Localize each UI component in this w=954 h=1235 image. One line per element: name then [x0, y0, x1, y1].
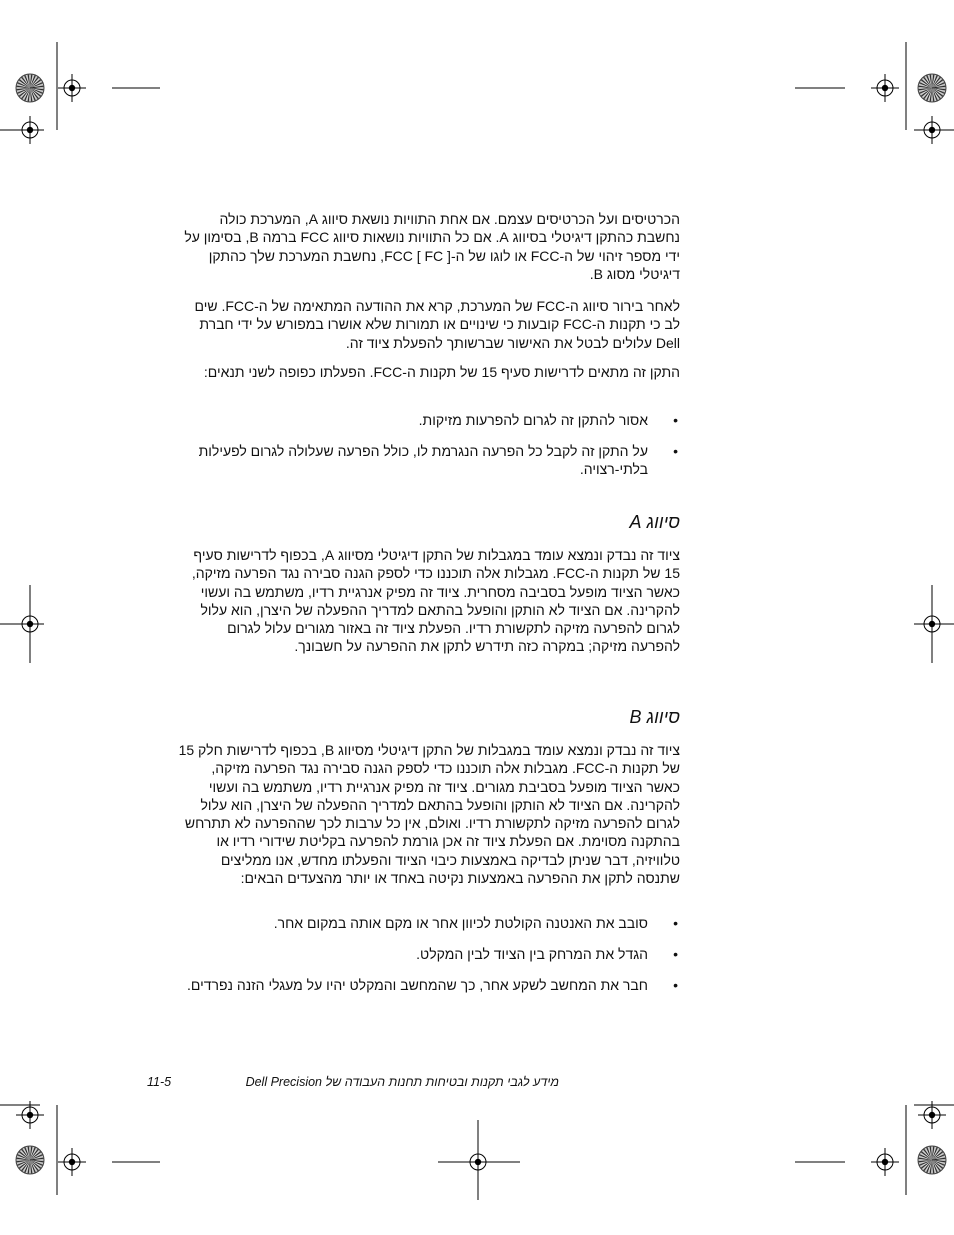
- registration-mark-icon: [464, 1148, 492, 1176]
- bullet-icon: •: [673, 442, 678, 459]
- bullet-icon: •: [673, 945, 678, 962]
- registration-mark-icon: [16, 1101, 44, 1129]
- list-item: [178, 945, 680, 963]
- list-item: [178, 976, 680, 994]
- paragraph-part15-conditions: התקן זה מתאים לדרישות סעיף 15 של תקנות ה-FCC. הפעלתו כפופה לשני תנאים:: [203, 364, 680, 380]
- list-item: [178, 411, 680, 429]
- bullet-icon: •: [673, 976, 678, 993]
- paragraph-class-a: ציוד זה נבדק ונמצא עומד במגבלות של התקן דיגיטלי מסיווג A, בכפוף לדרישות סעיף 15 של תקנות ה-FCC. מגבלות אלה תוכננו כדי לספק הגנה סבירה נגד הפרעה מזיקה, כאשר הציוד מופעל בסביבה מסחרית. ציוד זה מפיק אנרגיית רדיו, משתמש בה ועשוי להקרינה. אם הציוד לא הותקן והופעל בהתאם למדריך ההפעלה של היצרן, הוא עלול לגרום להפרעה מזיקה לתקשורת רדיו. הפעלת ציוד זה באזור מגורים עלול לגרום להפרעה מזיקה; במקרה כזה תידרש לתקן את ההפרעה על חשבונך.: [191, 547, 680, 655]
- heading-class-b: סיווג B: [629, 707, 680, 727]
- list-item-text: סובב את האנטנה הקולטת לכיוון אחר או מקם אותה במקום אחר.: [273, 915, 648, 931]
- paragraph-class-b: ציוד זה נבדק ונמצא עומד במגבלות של התקן דיגיטלי מסיווג B, בכפוף לדרישות חלק 15 של תקנות ה-FCC. מגבלות אלה תוכננו כדי לספק הגנה סבירה נגד הפרעה מזיקה, כאשר הציוד מופעל בסביבת מגורים. ציוד זה מפיק אנרגיית רדיו, משתמש בה ועשוי להקרינה. אם הציוד לא הותקן והופעל בהתאם למדריך ההפעלה של היצרן, הוא עלול לגרום להפרעה מזיקה לתקשורת רדיו. ואולם, אין כל ערבות לכך שההפרעה לא תתרחש בהתקנה מסוימת. אם הפעלת ציוד זה אכן גורמת להפרעה בקליטת שידורי רדיו או טלוויזיה, דבר שניתן לבדיקה באמצעות כיבוי הציוד והפעלתו מחדש, אנו ממליצים שתנסה לתקן את ההפרעה באמצעות נקיטה באחד או יותר מהצעדים הבאים:: [178, 742, 680, 887]
- list-item-text: אסור להתקן זה לגרום להפרעות מזיקות.: [418, 412, 648, 428]
- list-item-text: חבר את המחשב לשקע אחר, כך שהמחשב והמקלט יהיו על מעגלי הזנה נפרדים.: [186, 976, 648, 993]
- heading-class-a: סיווג A: [629, 512, 680, 532]
- color-target-icon: [918, 74, 946, 102]
- footer-title: מידע לגבי תקנות ובטיחות תחנות העבודה של Dell Precision: [245, 1075, 559, 1089]
- registration-mark-icon: [918, 1101, 946, 1129]
- registration-mark-icon: [871, 74, 899, 102]
- color-target-icon: [16, 1146, 44, 1174]
- list-item-text: הגדל את המרחק בין הציוד לבין המקלט.: [416, 945, 648, 962]
- color-target-icon: [16, 74, 44, 102]
- registration-mark-icon: [871, 1148, 899, 1176]
- bullet-icon: •: [673, 412, 678, 428]
- list-item: [178, 442, 680, 479]
- registration-mark-icon: [918, 610, 946, 638]
- registration-mark-icon: [16, 610, 44, 638]
- list-item-text: על התקן זה לקבל כל הפרעה הנגרמת לו, כולל הפרעה שעלולה לגרום לפעילות בלתי-רצויה.: [198, 442, 648, 478]
- list-item: [178, 914, 680, 932]
- color-target-icon: [918, 1146, 946, 1174]
- registration-mark-icon: [918, 116, 946, 144]
- registration-mark-icon: [58, 74, 86, 102]
- conditions-list: [178, 411, 680, 491]
- paragraph-class-determination: הכרטיסים ועל הכרטיסים עצמם. אם אחת התוויות נושאת סיווג A, המערכת כולה נחשבת כהתקן דיגיטלי בסיווג A. אם כל התוויות נושאות סיווג FCC ברמה B, בסימון על ידי מספר זיהוי של ה-FCC או לוגו של ה-FCC [ FC ], נחשבת המערכת שלך כהתקן דיגיטלי מסוג B.: [184, 211, 680, 282]
- registration-mark-icon: [16, 116, 44, 144]
- paragraph-fcc-notice: לאחר בירור סיווג ה-FCC של המערכת, קרא את ההודעה המתאימה של ה-FCC. שים לב כי תקנות ה-FCC קובעות כי שינויים או תמורות שלא אושרו במפורש על ידי חברת Dell עלולים לבטל את האישור שברשותך להפעלת ציוד זה.: [194, 298, 680, 351]
- registration-mark-icon: [58, 1148, 86, 1176]
- bullet-icon: •: [673, 915, 678, 931]
- remedies-list: [178, 914, 680, 1006]
- page-number: 11-5: [147, 1075, 172, 1089]
